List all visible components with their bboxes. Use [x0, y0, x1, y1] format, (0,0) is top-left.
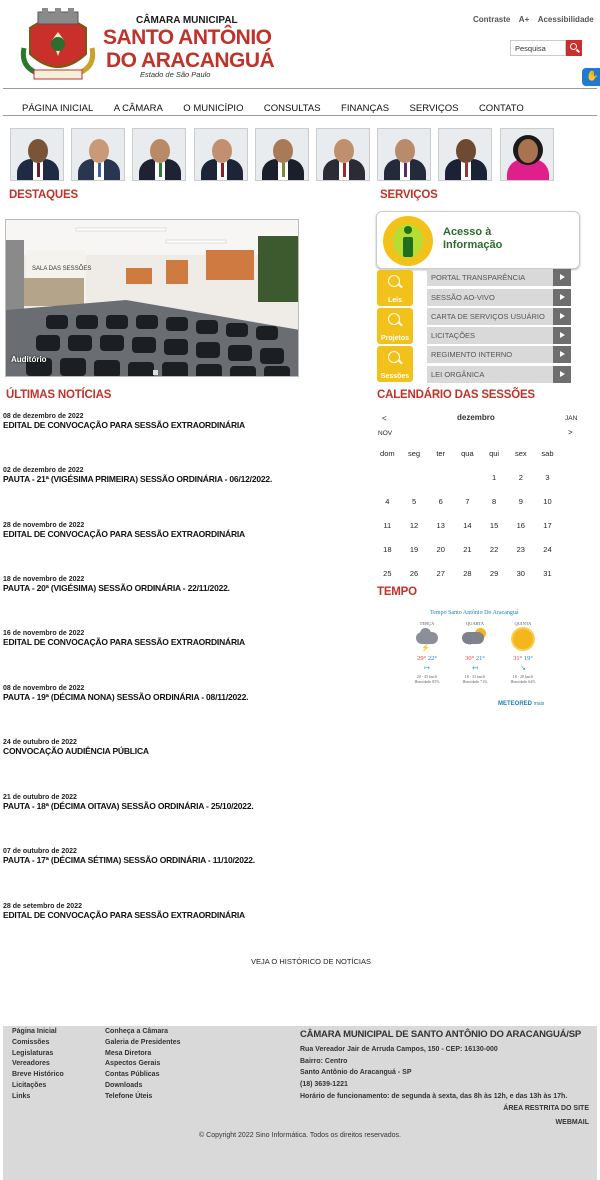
meteored-brand[interactable]: METEORED mais	[498, 701, 545, 707]
arrow-right-icon	[553, 269, 571, 286]
info-icon	[383, 216, 433, 266]
footer-link[interactable]: Breve Histórico	[12, 1071, 64, 1079]
footer-link[interactable]: Licitações	[12, 1081, 47, 1089]
weather-widget-title: Tempo Santo Antônio Do Aracanguá	[430, 610, 519, 616]
councilor-photo-9[interactable]	[500, 128, 554, 181]
calendar-next-button[interactable]: >	[568, 428, 573, 437]
link-internal-rules[interactable]: REGIMENTO INTERNO	[427, 346, 571, 363]
arrow-right-icon	[553, 308, 571, 325]
search-button[interactable]	[566, 40, 582, 56]
nav-queries[interactable]: CONSULTAS	[263, 103, 321, 114]
list-item[interactable]: 24 de outubro de 2022 CONVOCAÇÃO AUDIÊNCIA PÚBLICA	[3, 739, 149, 756]
highlight-slide[interactable]	[5, 219, 299, 377]
footer-hours: Horário de funcionamento: de segunda à sexta, das 8h às 12h, e das 13h às 17h.	[300, 1093, 568, 1100]
list-item[interactable]: 08 de novembro de 2022 PAUTA - 19ª (DÉCIMA NONA) SESSÃO ORDINÁRIA - 08/11/2022.	[3, 685, 249, 702]
councilor-photo-5[interactable]	[255, 128, 309, 181]
footer-link[interactable]: Contas Públicas	[105, 1071, 160, 1079]
org-line1: SANTO ANTÔNIO	[103, 26, 272, 49]
link-live-session[interactable]: SESSÃO AO-VIVO	[427, 289, 571, 306]
weather-widget[interactable]: Tempo Santo Antônio Do Aracanguá TERÇA ⚡ 29° 22° ↦ 20 - 45 km/h Humidade 85% QUARTA ٬٬ 30° 21° ↤ 18 - 33 km/h Humidade 71% QUINTA 31° 19° ↘ 18 - 28 km/h Humidade 64% METEORED mais	[404, 607, 554, 711]
footer-link[interactable]: Galeria de Presidentes	[105, 1038, 181, 1046]
laws-button[interactable]: Leis	[377, 270, 413, 306]
copyright: © Copyright 2022 Sino Informática. Todos os direitos reservados.	[199, 1132, 401, 1139]
nav-contact[interactable]: CONTATO	[478, 103, 524, 114]
councilor-photo-3[interactable]	[132, 128, 186, 181]
footer-link[interactable]: Telefone Úteis	[105, 1092, 153, 1100]
calendar-next-month[interactable]: JAN	[565, 415, 578, 422]
magnifier-icon	[388, 351, 400, 363]
list-item[interactable]: 02 de dezembro de 2022 PAUTA - 21ª (VIGÉSIMA PRIMEIRA) SESSÃO ORDINÁRIA - 06/12/2022.	[3, 467, 273, 484]
wind-icon: ↦	[424, 664, 430, 672]
calendar-prev-month[interactable]: NOV	[378, 430, 393, 437]
access-info-line2: Informação	[443, 239, 503, 251]
footer-link[interactable]: Downloads	[105, 1081, 143, 1089]
slide-dot[interactable]	[153, 370, 158, 375]
calendar-table: dom seg ter qua qui sex sab 1 2 3 4 5 6 7 8 9 10 11 12 13 14 15 16 17 18 19 20 21 22 23 24 25 26 27 28 29 30 31	[380, 448, 554, 578]
nav-services[interactable]: SERVIÇOS	[409, 103, 459, 114]
councilor-photo-7[interactable]	[377, 128, 431, 181]
nav-municipality[interactable]: O MUNICÍPIO	[183, 103, 244, 114]
footer-address: Rua Vereador Jair de Arruda Campos, 150 - CEP: 16130-000	[300, 1046, 498, 1053]
wind-icon: ↘	[520, 664, 526, 672]
main-nav	[22, 98, 540, 116]
org-line2: DO ARACANGUÁ	[106, 49, 275, 72]
projects-button[interactable]: Projetos	[377, 308, 413, 344]
calendar-month: dezembro	[457, 413, 495, 422]
wind-icon: ↤	[472, 664, 478, 672]
accessibility-link[interactable]: Acessibilidade	[537, 15, 594, 24]
sun-icon	[503, 626, 543, 652]
list-item[interactable]: 28 de setembro de 2022 EDITAL DE CONVOCAÇÃO PARA SESSÃO EXTRAORDINÁRIA	[3, 903, 245, 920]
arrow-right-icon	[553, 346, 571, 363]
list-item[interactable]: 16 de novembro de 2022 EDITAL DE CONVOCAÇÃO PARA SESSÃO EXTRAORDINÁRIA	[3, 630, 245, 647]
list-item[interactable]: 07 de outubro de 2022 PAUTA - 17ª (DÉCIMA SÉTIMA) SESSÃO ORDINÁRIA - 11/10/2022.	[3, 848, 255, 865]
councilor-photo-8[interactable]	[438, 128, 492, 181]
org-small: CÂMARA MUNICIPAL	[136, 15, 238, 26]
councilor-photo-6[interactable]	[316, 128, 370, 181]
svg-text:SALA DAS SESSÕES: SALA DAS SESSÕES	[32, 266, 92, 272]
footer-col-2	[105, 1027, 180, 1103]
state-label: Estado de São Paulo	[140, 70, 211, 79]
footer-city: Santo Antônio do Aracanguá - SP	[300, 1069, 412, 1076]
magnifier-icon	[388, 275, 400, 287]
footer-link[interactable]: Links	[12, 1092, 31, 1100]
calendar-title: CALENDÁRIO DAS SESSÕES	[377, 389, 535, 401]
news-history-link[interactable]: VEJA O HISTÓRICO DE NOTÍCIAS	[251, 957, 372, 966]
search-placeholder: Pesquisa	[515, 44, 546, 53]
access-information-banner[interactable]	[376, 211, 580, 269]
nav-home[interactable]: PÁGINA INICIAL	[22, 103, 94, 114]
magnifier-icon	[388, 313, 400, 325]
list-item[interactable]: 21 de outubro de 2022 PAUTA - 18ª (DÉCIMA OITAVA) SESSÃO ORDINÁRIA - 25/10/2022.	[3, 794, 254, 811]
vlibras-accessibility-icon[interactable]: ✋	[582, 68, 600, 86]
weather-title: TEMPO	[377, 586, 417, 598]
cloud-storm-icon: ⚡	[407, 626, 447, 652]
link-service-charter[interactable]: CARTA DE SERVIÇOS USUÁRIO	[427, 308, 571, 325]
arrow-right-icon	[553, 289, 571, 306]
footer-phone: (18) 3639-1221	[300, 1081, 348, 1088]
restricted-area-link[interactable]: ÁREA RESTRITA DO SITE	[503, 1105, 589, 1112]
arrow-right-icon	[553, 366, 571, 383]
footer-col-1	[12, 1027, 64, 1103]
services-title: SERVIÇOS	[380, 189, 438, 201]
sessions-button[interactable]: Sessões	[377, 346, 413, 382]
news-title: ÚLTIMAS NOTÍCIAS	[6, 389, 112, 401]
nav-chamber[interactable]: A CÂMARA	[113, 103, 163, 114]
slide-caption: Auditório	[11, 355, 47, 364]
footer-org: CÂMARA MUNICIPAL DE SANTO ANTÔNIO DO ARACANGUÁ/SP	[300, 1029, 582, 1040]
footer-link[interactable]: Legislaturas	[12, 1049, 54, 1057]
webmail-link[interactable]: WEBMAIL	[555, 1119, 589, 1126]
logo-crest[interactable]	[20, 8, 96, 82]
highlights-title: DESTAQUES	[9, 189, 78, 201]
list-item[interactable]: 28 de novembro de 2022 EDITAL DE CONVOCAÇÃO PARA SESSÃO EXTRAORDINÁRIA	[3, 522, 245, 539]
link-organic-law[interactable]: LEI ORGÂNICA	[427, 366, 571, 383]
nav-finances[interactable]: FINANÇAS	[341, 103, 390, 114]
arrow-right-icon	[553, 327, 571, 344]
footer-district: Bairro: Centro	[300, 1058, 348, 1065]
list-item[interactable]: 18 de novembro de 2022 PAUTA - 20ª (VIGÉSIMA) SESSÃO ORDINÁRIA - 22/11/2022.	[3, 576, 230, 593]
footer-link[interactable]: Comissões	[12, 1038, 50, 1046]
councilor-photo-2[interactable]	[71, 128, 125, 181]
councilor-photo-4[interactable]	[194, 128, 248, 181]
contrast-link[interactable]: Contraste	[473, 15, 511, 24]
font-size-link[interactable]: A+	[518, 15, 530, 24]
footer-link[interactable]: Mesa Diretora	[105, 1049, 152, 1057]
cloud-rain-icon: ٬٬	[455, 626, 495, 652]
footer-link[interactable]: Aspectos Gerais	[105, 1060, 161, 1068]
link-transparency-portal[interactable]: PORTAL TRANSPARÊNCIA	[427, 269, 571, 286]
link-tenders[interactable]: LICITAÇÕES	[427, 327, 571, 344]
footer-link[interactable]: Vereadores	[12, 1060, 50, 1068]
calendar-prev-button[interactable]: <	[382, 414, 387, 423]
list-item[interactable]: 08 de dezembro de 2022 EDITAL DE CONVOCAÇÃO PARA SESSÃO EXTRAORDINÁRIA	[3, 413, 245, 430]
footer	[3, 1026, 597, 1180]
search-input[interactable]	[510, 40, 566, 56]
councilor-photo-1[interactable]	[10, 128, 64, 181]
footer-link[interactable]: Página Inicial	[12, 1028, 57, 1035]
footer-link[interactable]: Conheça a Câmara	[105, 1028, 169, 1035]
access-info-line1: Acesso à	[443, 226, 492, 238]
